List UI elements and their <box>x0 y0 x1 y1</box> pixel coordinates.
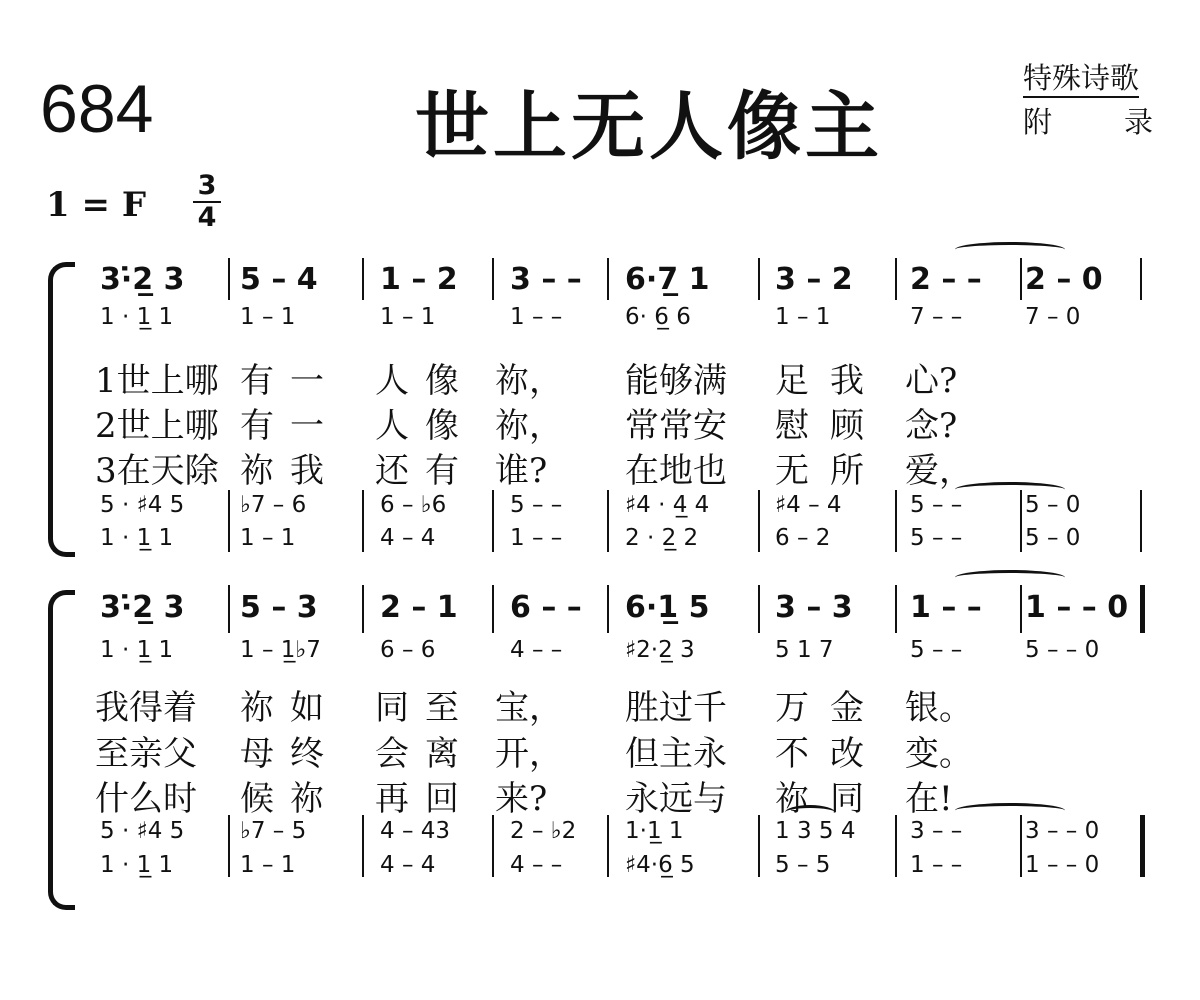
s2-verse3-word-10: 在! <box>905 779 953 819</box>
s1-verse1-word-1: 1世上哪 <box>95 361 219 401</box>
s2-melody-measure-8: 1 – – 0 <box>1025 590 1129 625</box>
s1-alto-measure-4: 1 – – <box>510 304 563 330</box>
s1-lower-barline-7 <box>1020 490 1022 552</box>
s1-melody-barline-4 <box>607 258 609 300</box>
s2-alto-measure-6: 5 1 7 <box>775 637 834 663</box>
s1-verse3-word-10: 爱， <box>905 451 973 491</box>
s2-alto-measure-1: 1 · 1̲ 1 <box>100 637 174 663</box>
s2-tenor-measure-6: 1 3 5 4 <box>775 818 856 844</box>
s1-verse2-word-6: 祢， <box>495 406 563 446</box>
s2-alto-measure-5: ♯2·2̲ 3 <box>625 637 695 663</box>
s2-bass-measure-1: 1 · 1̲ 1 <box>100 852 174 878</box>
s2-verse1-word-9: 金 <box>830 688 864 728</box>
s1-alto-measure-5: 6· 6̲ 6 <box>625 304 691 330</box>
s1-melody-barline-3 <box>492 258 494 300</box>
s1-melody-barline-7 <box>1020 258 1022 300</box>
s2-melody-barline-3 <box>492 585 494 633</box>
s2-tenor-slur <box>785 805 835 820</box>
s1-verse1-word-4: 人 <box>375 361 409 401</box>
s1-verse3-word-8: 无 <box>775 451 809 491</box>
s1-verse2-word-7: 常常安 <box>625 406 727 446</box>
s2-verse3-word-6: 来? <box>495 779 548 819</box>
s1-verse2-word-3: 一 <box>290 406 324 446</box>
s2-tenor-measure-7: 3 – – <box>910 818 963 844</box>
s1-alto-measure-7: 7 – – <box>910 304 963 330</box>
s2-verse1-word-3: 如 <box>290 688 324 728</box>
s2-verse1-word-1: 我得着 <box>95 688 197 728</box>
s1-tenor-measure-4: 5 – – <box>510 492 563 518</box>
s1-melody-measure-1: 3·̇2̲ 3 <box>100 262 185 297</box>
s2-melody-barline-7 <box>1020 585 1022 633</box>
s2-bass-measure-3: 4 – 4 <box>380 852 436 878</box>
s1-verse3-word-3: 我 <box>290 451 324 491</box>
s2-verse2-word-9: 改 <box>830 734 864 774</box>
s2-alto-measure-2: 1 – 1̲♭7 <box>240 637 321 663</box>
s2-bass-measure-6: 5 – 5 <box>775 852 831 878</box>
s2-melody-measure-3: 2 – 1 <box>380 590 458 625</box>
s1-tenor-measure-3: 6 – ♭6 <box>380 492 447 518</box>
s2-lower-barline-8 <box>1140 815 1145 877</box>
s2-verse1-word-6: 宝， <box>495 688 563 728</box>
s2-verse1-word-7: 胜过千 <box>625 688 727 728</box>
s1-tenor-measure-8: 5 – 0 <box>1025 492 1081 518</box>
s1-verse3-word-7: 在地也 <box>625 451 727 491</box>
s1-alto-measure-2: 1 – 1 <box>240 304 296 330</box>
s2-verse3-word-9: 同 <box>830 779 864 819</box>
s2-verse2-word-3: 终 <box>290 734 324 774</box>
s1-tenor-tie <box>955 482 1065 497</box>
s1-tenor-measure-1: 5 · ♯4 5 <box>100 492 185 518</box>
s1-verse1-word-10: 心? <box>905 361 958 401</box>
s1-verse3-word-1: 3在天除 <box>95 451 219 491</box>
s1-verse3-word-4: 还 <box>375 451 409 491</box>
s1-alto-measure-1: 1 · 1̲ 1 <box>100 304 174 330</box>
s1-verse3-word-2: 祢 <box>240 451 274 491</box>
s1-melody-measure-8: 2 – 0 <box>1025 262 1103 297</box>
system-2-brace <box>48 590 75 910</box>
s1-verse1-word-2: 有 <box>240 361 274 401</box>
s1-melody-measure-2: 5 – 4 <box>240 262 318 297</box>
time-numerator: 3 <box>197 170 217 201</box>
s1-melody-barline-1 <box>228 258 230 300</box>
s2-tenor-measure-3: 4 – 43 <box>380 818 451 844</box>
s2-lower-barline-2 <box>362 815 364 877</box>
s2-tenor-tie <box>955 803 1065 818</box>
s2-verse3-word-8: 祢 <box>775 779 809 819</box>
s1-verse2-word-8: 慰 <box>775 406 809 446</box>
s1-verse2-word-10: 念? <box>905 406 958 446</box>
s2-melody-barline-1 <box>228 585 230 633</box>
s2-verse3-word-3: 祢 <box>290 779 324 819</box>
s2-bass-measure-4: 4 – – <box>510 852 563 878</box>
section-label-right: 录 <box>1123 105 1153 139</box>
s2-verse1-word-2: 祢 <box>240 688 274 728</box>
s1-bass-measure-1: 1 · 1̲ 1 <box>100 525 174 551</box>
s2-verse1-word-4: 同 <box>375 688 409 728</box>
s2-alto-measure-8: 5 – – 0 <box>1025 637 1100 663</box>
s2-tenor-measure-8: 3 – – 0 <box>1025 818 1100 844</box>
s1-verse2-word-1: 2世上哪 <box>95 406 219 446</box>
s2-verse3-word-7: 永远与 <box>625 779 727 819</box>
s2-melody-barline-6 <box>895 585 897 633</box>
s2-verse3-word-1: 什么时 <box>95 779 197 819</box>
s2-melody-barline-2 <box>362 585 364 633</box>
s2-verse2-word-5: 离 <box>425 734 459 774</box>
s1-tenor-measure-5: ♯4 · 4̲ 4 <box>625 492 710 518</box>
s1-verse3-word-6: 谁? <box>495 451 548 491</box>
time-denominator: 4 <box>197 202 217 233</box>
s2-melody-measure-1: 3·̇2̲ 3 <box>100 590 185 625</box>
s1-verse2-word-4: 人 <box>375 406 409 446</box>
s2-bass-measure-8: 1 – – 0 <box>1025 852 1100 878</box>
s2-tenor-measure-4: 2 – ♭2 <box>510 818 577 844</box>
s1-verse3-word-5: 有 <box>425 451 459 491</box>
s2-verse2-word-1: 至亲父 <box>95 734 197 774</box>
s1-verse1-word-7: 能够满 <box>625 361 727 401</box>
s2-melody-barline-4 <box>607 585 609 633</box>
s2-verse3-word-4: 再 <box>375 779 409 819</box>
s2-verse3-word-2: 候 <box>240 779 274 819</box>
s1-lower-barline-8 <box>1140 490 1142 552</box>
hymn-number: 684 <box>40 71 154 147</box>
s1-bass-measure-4: 1 – – <box>510 525 563 551</box>
s2-melody-measure-2: 5 – 3 <box>240 590 318 625</box>
s1-alto-measure-3: 1 – 1 <box>380 304 436 330</box>
s1-bass-measure-7: 5 – – <box>910 525 963 551</box>
s2-melody-measure-4: 6 – – <box>510 590 582 625</box>
s2-lower-barline-4 <box>607 815 609 877</box>
s1-lower-barline-2 <box>362 490 364 552</box>
s2-verse2-word-10: 变。 <box>905 734 973 774</box>
time-signature <box>193 172 221 232</box>
s2-lower-barline-7 <box>1020 815 1022 877</box>
s1-melody-measure-5: 6·7̲ 1 <box>625 262 710 297</box>
s2-lower-barline-3 <box>492 815 494 877</box>
s2-melody-measure-5: 6·1̲ 5 <box>625 590 710 625</box>
s2-verse2-word-7: 但主永 <box>625 734 727 774</box>
s2-lower-barline-5 <box>758 815 760 877</box>
s1-bass-measure-3: 4 – 4 <box>380 525 436 551</box>
s1-verse1-word-5: 像 <box>425 361 459 401</box>
s1-melody-barline-8 <box>1140 258 1142 300</box>
s2-alto-measure-4: 4 – – <box>510 637 563 663</box>
s2-tenor-measure-1: 5 · ♯4 5 <box>100 818 185 844</box>
s1-verse1-word-3: 一 <box>290 361 324 401</box>
s2-verse1-word-10: 银。 <box>905 688 973 728</box>
s1-verse2-word-5: 像 <box>425 406 459 446</box>
s2-lower-barline-1 <box>228 815 230 877</box>
s2-lower-barline-6 <box>895 815 897 877</box>
section-label-left: 附 <box>1023 105 1053 139</box>
s1-alto-measure-6: 1 – 1 <box>775 304 831 330</box>
category-label: 特殊诗歌 <box>1023 60 1139 98</box>
s2-verse1-word-5: 至 <box>425 688 459 728</box>
s2-verse2-word-6: 开， <box>495 734 563 774</box>
hymn-title: 世上无人像主 <box>415 84 883 170</box>
s1-melody-barline-2 <box>362 258 364 300</box>
s2-melody-measure-6: 3 – 3 <box>775 590 853 625</box>
s1-melody-measure-7: 2 – – <box>910 262 982 297</box>
s1-lower-barline-1 <box>228 490 230 552</box>
s1-verse2-word-9: 顾 <box>830 406 864 446</box>
s2-verse2-word-2: 母 <box>240 734 274 774</box>
s1-bass-measure-8: 5 – 0 <box>1025 525 1081 551</box>
s2-tenor-measure-5: 1·1̲ 1 <box>625 818 684 844</box>
s1-lower-barline-4 <box>607 490 609 552</box>
s1-tenor-measure-2: ♭7 – 6 <box>240 492 307 518</box>
s1-melody-measure-4: 3 – – <box>510 262 582 297</box>
section-label <box>1023 100 1153 141</box>
s1-lower-barline-6 <box>895 490 897 552</box>
s1-verse1-word-8: 足 <box>775 361 809 401</box>
s1-bass-measure-6: 6 – 2 <box>775 525 831 551</box>
s2-alto-measure-3: 6 – 6 <box>380 637 436 663</box>
s1-lower-barline-5 <box>758 490 760 552</box>
s2-melody-tie <box>955 570 1065 585</box>
s2-verse2-word-8: 不 <box>775 734 809 774</box>
s2-verse2-word-4: 会 <box>375 734 409 774</box>
s1-alto-measure-8: 7 – 0 <box>1025 304 1081 330</box>
s2-verse1-word-8: 万 <box>775 688 809 728</box>
s2-melody-barline-5 <box>758 585 760 633</box>
key-signature: 1 = F <box>46 185 146 225</box>
s1-tenor-measure-6: ♯4 – 4 <box>775 492 842 518</box>
s1-melody-measure-6: 3 – 2 <box>775 262 853 297</box>
s1-verse2-word-2: 有 <box>240 406 274 446</box>
s1-melody-measure-3: 1 – 2 <box>380 262 458 297</box>
s1-melody-barline-6 <box>895 258 897 300</box>
s2-verse3-word-5: 回 <box>425 779 459 819</box>
s2-bass-measure-2: 1 – 1 <box>240 852 296 878</box>
s1-verse3-word-9: 所 <box>830 451 864 491</box>
s1-bass-measure-5: 2 · 2̲ 2 <box>625 525 699 551</box>
s2-alto-measure-7: 5 – – <box>910 637 963 663</box>
s2-tenor-measure-2: ♭7 – 5 <box>240 818 307 844</box>
s2-melody-measure-7: 1 – – <box>910 590 982 625</box>
s1-tenor-measure-7: 5 – – <box>910 492 963 518</box>
s1-melody-tie <box>955 242 1065 257</box>
s1-verse1-word-9: 我 <box>830 361 864 401</box>
s2-bass-measure-5: ♯4·6̲ 5 <box>625 852 695 878</box>
s1-bass-measure-2: 1 – 1 <box>240 525 296 551</box>
s2-bass-measure-7: 1 – – <box>910 852 963 878</box>
s1-melody-barline-5 <box>758 258 760 300</box>
s2-melody-barline-8 <box>1140 585 1145 633</box>
system-1-brace <box>48 262 75 557</box>
s1-verse1-word-6: 祢， <box>495 361 563 401</box>
s1-lower-barline-3 <box>492 490 494 552</box>
